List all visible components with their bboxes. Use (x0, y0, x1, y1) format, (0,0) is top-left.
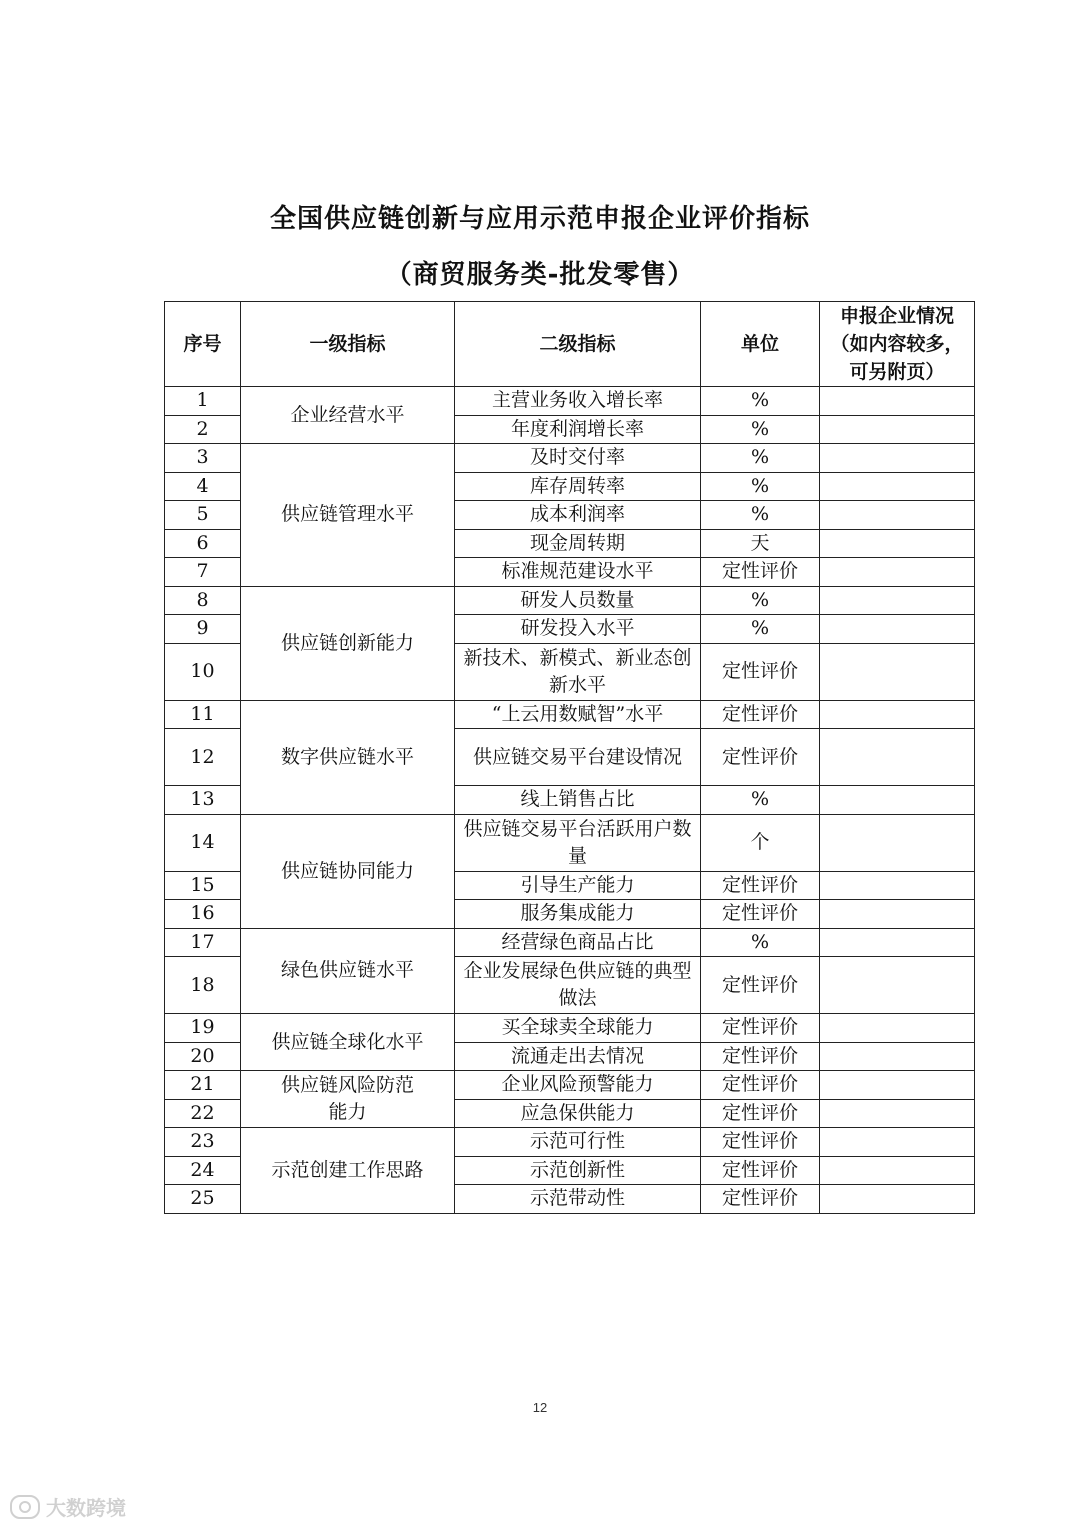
unit-cell: % (701, 786, 820, 815)
status-cell (820, 1185, 975, 1214)
unit-cell: % (701, 415, 820, 444)
header-level1: 一级指标 (241, 302, 455, 387)
status-cell (820, 1071, 975, 1100)
row-no: 20 (165, 1042, 241, 1071)
level1-cell: 数字供应链水平 (241, 700, 455, 814)
level1-cell: 供应链创新能力 (241, 586, 455, 700)
unit-cell: 定性评价 (701, 1071, 820, 1100)
status-cell (820, 387, 975, 416)
level2-cell: 应急保供能力 (455, 1099, 701, 1128)
row-no: 23 (165, 1128, 241, 1157)
unit-cell: 定性评价 (701, 1042, 820, 1071)
level1-cell: 供应链风险防范能力 (241, 1071, 455, 1128)
level2-cell: 研发人员数量 (455, 586, 701, 615)
level2-cell: 供应链交易平台活跃用户数量 (455, 814, 701, 871)
status-cell (820, 415, 975, 444)
status-cell (820, 871, 975, 900)
unit-cell: 定性评价 (701, 1156, 820, 1185)
status-cell (820, 615, 975, 644)
header-level2: 二级指标 (455, 302, 701, 387)
row-no: 19 (165, 1014, 241, 1043)
status-cell (820, 1042, 975, 1071)
row-no: 16 (165, 900, 241, 929)
document-title: 全国供应链创新与应用示范申报企业评价指标 (269, 204, 810, 234)
row-no: 17 (165, 928, 241, 957)
level2-cell: 企业风险预警能力 (455, 1071, 701, 1100)
table-row (165, 814, 975, 871)
unit-cell: 定性评价 (701, 643, 820, 700)
status-cell (820, 1128, 975, 1157)
table-row (165, 928, 975, 957)
unit-cell: 定性评价 (701, 1185, 820, 1214)
row-no: 12 (165, 729, 241, 786)
row-no: 13 (165, 786, 241, 815)
table-row (165, 586, 975, 615)
row-no: 11 (165, 700, 241, 729)
row-no: 25 (165, 1185, 241, 1214)
row-no: 1 (165, 387, 241, 416)
table-row (165, 444, 975, 473)
table-row (165, 1128, 975, 1157)
status-cell (820, 786, 975, 815)
level2-cell: 企业发展绿色供应链的典型做法 (455, 957, 701, 1014)
unit-cell: % (701, 586, 820, 615)
row-no: 18 (165, 957, 241, 1014)
status-cell (820, 558, 975, 587)
status-cell (820, 1014, 975, 1043)
page-number: 12 (532, 1400, 548, 1415)
unit-cell: 定性评价 (701, 1014, 820, 1043)
unit-cell: 定性评价 (701, 1128, 820, 1157)
level2-cell: 经营绿色商品占比 (455, 928, 701, 957)
level2-cell: 线上销售占比 (455, 786, 701, 815)
watermark (10, 1492, 126, 1521)
level2-cell: 示范创新性 (455, 1156, 701, 1185)
table-header-row (165, 302, 975, 387)
row-no: 21 (165, 1071, 241, 1100)
level1-cell: 绿色供应链水平 (241, 928, 455, 1014)
unit-cell: 定性评价 (701, 900, 820, 929)
row-no: 15 (165, 871, 241, 900)
status-cell (820, 472, 975, 501)
level2-cell: 示范带动性 (455, 1185, 701, 1214)
level1-cell: 企业经营水平 (241, 387, 455, 444)
status-cell (820, 1099, 975, 1128)
status-cell (820, 957, 975, 1014)
status-cell (820, 1156, 975, 1185)
watermark-text: 大数跨境 (46, 1496, 126, 1520)
level2-cell: 年度利润增长率 (455, 415, 701, 444)
level1-cell: 示范创建工作思路 (241, 1128, 455, 1214)
level2-cell: 供应链交易平台建设情况 (455, 729, 701, 786)
document-subtitle: （商贸服务类-批发零售） (385, 260, 695, 290)
header-unit: 单位 (701, 302, 820, 387)
row-no: 4 (165, 472, 241, 501)
level2-cell: 买全球卖全球能力 (455, 1014, 701, 1043)
status-cell (820, 900, 975, 929)
table-row (165, 387, 975, 416)
row-no: 2 (165, 415, 241, 444)
header-seq: 序号 (165, 302, 241, 387)
status-cell (820, 814, 975, 871)
level2-cell: 现金周转期 (455, 529, 701, 558)
unit-cell: 个 (701, 814, 820, 871)
row-no: 5 (165, 501, 241, 530)
unit-cell: 定性评价 (701, 729, 820, 786)
unit-cell: 定性评价 (701, 957, 820, 1014)
row-no: 14 (165, 814, 241, 871)
row-no: 22 (165, 1099, 241, 1128)
table-row (165, 700, 975, 729)
level2-cell: 库存周转率 (455, 472, 701, 501)
row-no: 3 (165, 444, 241, 473)
status-cell (820, 928, 975, 957)
status-cell (820, 729, 975, 786)
unit-cell: 天 (701, 529, 820, 558)
unit-cell: % (701, 928, 820, 957)
header-status: 申报企业情况（如内容较多，可另附页） (820, 302, 975, 387)
unit-cell: % (701, 387, 820, 416)
unit-cell: % (701, 472, 820, 501)
unit-cell: % (701, 444, 820, 473)
unit-cell: 定性评价 (701, 700, 820, 729)
unit-cell: 定性评价 (701, 558, 820, 587)
unit-cell: % (701, 615, 820, 644)
row-no: 8 (165, 586, 241, 615)
level2-cell: 服务集成能力 (455, 900, 701, 929)
unit-cell: 定性评价 (701, 1099, 820, 1128)
level2-cell: 标准规范建设水平 (455, 558, 701, 587)
level2-cell: 引导生产能力 (455, 871, 701, 900)
unit-cell: 定性评价 (701, 871, 820, 900)
level2-cell: 流通走出去情况 (455, 1042, 701, 1071)
level2-cell: 及时交付率 (455, 444, 701, 473)
status-cell (820, 643, 975, 700)
level2-cell: 新技术、新模式、新业态创新水平 (455, 643, 701, 700)
level2-cell: 示范可行性 (455, 1128, 701, 1157)
level1-cell: 供应链协同能力 (241, 814, 455, 928)
level1-cell: 供应链管理水平 (241, 444, 455, 587)
level2-cell: 主营业务收入增长率 (455, 387, 701, 416)
status-cell (820, 444, 975, 473)
row-no: 10 (165, 643, 241, 700)
watermark-logo-icon (10, 1495, 40, 1519)
row-no: 6 (165, 529, 241, 558)
level2-cell: 研发投入水平 (455, 615, 701, 644)
table-row (165, 1071, 975, 1100)
row-no: 7 (165, 558, 241, 587)
level1-cell: 供应链全球化水平 (241, 1014, 455, 1071)
unit-cell: % (701, 501, 820, 530)
level2-cell: 成本利润率 (455, 501, 701, 530)
status-cell (820, 529, 975, 558)
level2-cell: “上云用数赋智”水平 (455, 700, 701, 729)
row-no: 9 (165, 615, 241, 644)
evaluation-index-table (164, 301, 975, 1214)
row-no: 24 (165, 1156, 241, 1185)
status-cell (820, 586, 975, 615)
table-row (165, 1014, 975, 1043)
status-cell (820, 501, 975, 530)
status-cell (820, 700, 975, 729)
